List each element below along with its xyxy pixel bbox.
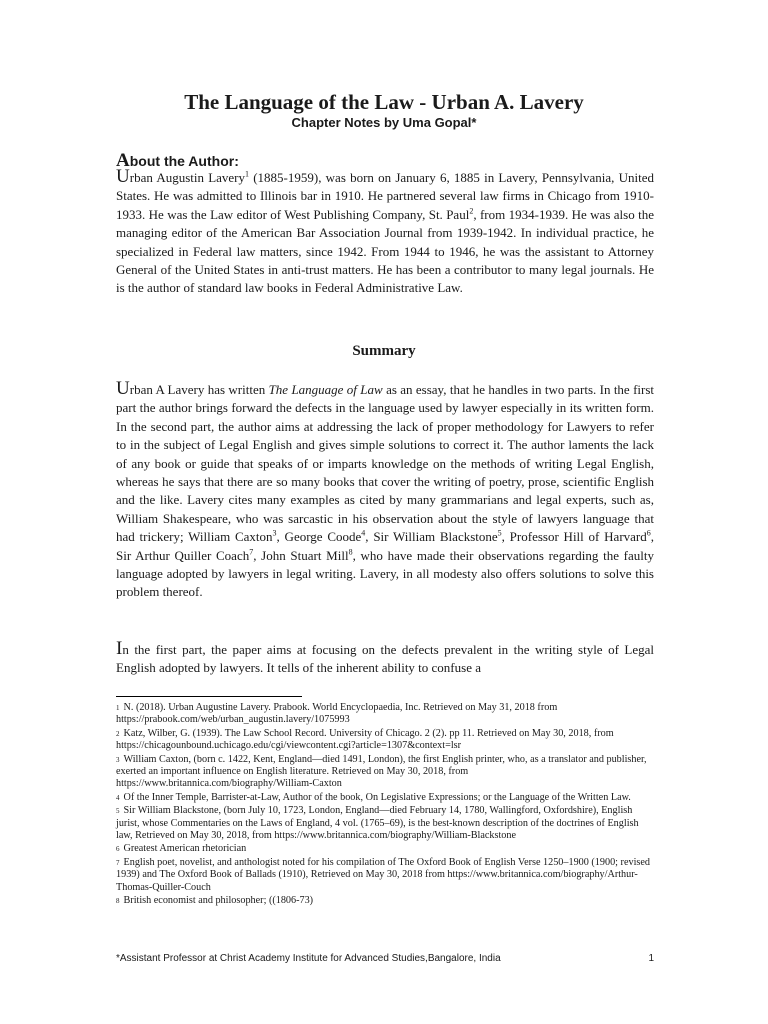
- about-author-paragraph: [116, 168, 654, 298]
- footnote-separator: [116, 696, 302, 697]
- footnote-ref-6: 6: [646, 528, 651, 538]
- footnote-ref-7: 7: [249, 547, 254, 557]
- about-heading-initial: A: [116, 150, 130, 171]
- about-heading-text: bout the Author:: [129, 153, 239, 169]
- summary-text-1: rban A Lavery has written: [129, 382, 269, 397]
- footnote-ref-3: 3: [272, 528, 277, 538]
- footnote-text: English poet, novelist, and anthologist noted for his compilation of The Oxford Book of English Verse 1250–1900 (1900; revised 1939) and The Oxford Book of Ballads (1910), Retrieved on May 30, 2018 from https://www.britannica.com/biography/Arthur-Thomas-Quiller-Couch: [116, 856, 650, 893]
- footnote-ref-8: 8: [348, 547, 353, 557]
- about-text-3: , from 1934-1939. He was also the managing editor of the American Bar Association Journal from 1939-1942. In individual practice, he specialized in Federal law matters, since 1942. From 1944 to 1946, he was the assistant to Attorney General of the United States in anti-trust matters. He has been a contributor to many legal journals. He is the author of standard law books in Federal Administrative Law.: [116, 206, 654, 296]
- footnote: [116, 754, 656, 791]
- footnote: [116, 857, 656, 894]
- about-text-2: (1885-1959), was born on January 6, 1885 in Lavery, Pennsylvania, United States. He was admitted to Illinois bar in 1910. He partnered several law firms in Chicago from 1910-1933. He was the Law editor of West Publishing Company, St. Paul: [116, 170, 654, 222]
- footnote-number: 3: [116, 755, 120, 764]
- footnote-number: 6: [116, 845, 120, 854]
- first-part-text: n the first part, the paper aims at focusing on the defects prevalent in the writing style of Legal English adopted by lawyers. It tells of the inherent ability to confuse a: [116, 642, 654, 676]
- footnote-ref-5: 5: [497, 528, 502, 538]
- summary-text-5: , Professor Hill of Harvard: [501, 529, 647, 545]
- summary-text-2: as an essay, that he handles in two parts. In the first part the author brings forward the defects in the language used by lawyer especially in its written form. In the second part, the author aims at addressing the lack of proper methodology for Lawyers to refer to in the subject of Legal English and gives simple solutions to correct it. The author laments the lack of any book or guide that speaks of or imparts knowledge on the methods of writing Legal English, whereas he says that there are so many books that cover the writing of poetry, prose, scientific English and the like. Lavery cites many examples as cited by many grammarians and legal experts, such as, William Shakespeare, who was sarcastic in his observation about the style of lawyers language that had trickery; William Caxton: [116, 382, 655, 545]
- footnote-text: N. (2018). Urban Augustine Lavery. Prabook. World Encyclopaedia, Inc. Retrieved on May 31, 2018 from https://prabook.com/web/urban_augustin.lavery/1075993: [116, 702, 558, 726]
- footnote-number: 2: [116, 729, 120, 738]
- document-subtitle: Chapter Notes by Uma Gopal*: [291, 115, 477, 130]
- footnote-number: 1: [116, 704, 120, 712]
- summary-text-3: , George Coode: [276, 529, 362, 545]
- footnote-number: 5: [116, 807, 120, 816]
- footnote-number: 7: [116, 858, 120, 867]
- footnote-ref-1: 1: [245, 169, 250, 179]
- about-initial: U: [116, 166, 130, 187]
- footnote-text: Greatest American rhetorician: [123, 843, 247, 855]
- summary-text-8: , who have made their observations regarding the faulty language adopted by lawyers in legal writing. Lavery, in all modesty also offers solutions to solve this problem thereof.: [116, 547, 654, 600]
- document-title: The Language of the Law - Urban A. Lavery: [184, 90, 584, 114]
- summary-initial: U: [116, 378, 130, 399]
- book-title: The Language of Law: [268, 382, 383, 397]
- footnote: [116, 792, 656, 804]
- footnote-ref-4: 4: [361, 528, 366, 538]
- footnote: [116, 728, 656, 753]
- footnote-number: 4: [116, 793, 120, 802]
- footnote: [116, 843, 656, 855]
- about-text-1: rban Augustin Lavery: [129, 170, 246, 185]
- footnote-number: 8: [116, 897, 120, 906]
- footnote-ref-2: 2: [469, 206, 474, 216]
- summary-text-7: , John Stuart Mill: [253, 547, 349, 563]
- summary-paragraph: [116, 380, 654, 602]
- footnote-text: Sir William Blackstone, (born July 10, 1723, London, England—died February 14, 1780, Wallingford, Oxfordshire), English jurist, whose Commentaries on the Laws of England, 4 vol. (1765–69), is the best-known description of the doctrines of English law, Retrieved on May 30, 2018, from https://www.britannica.com/biography/William-Blackstone: [116, 805, 639, 842]
- first-part-paragraph: [116, 640, 654, 678]
- footnote: [116, 702, 656, 727]
- footnote-text: Katz, Wilber, G. (1939). The Law School Record. University of Chicago. 2 (2). pp 11. Retrieved on May 30, 2018, from https://chicagounbound.uchicago.edu/cgi/viewcontent.cgi?article=1307&context=lsr: [116, 727, 614, 752]
- footnote: [116, 805, 656, 842]
- footnote-text: Of the Inner Temple, Barrister-at-Law, Author of the book, On Legislative Expressions; or the Language of the Written Law.: [123, 791, 631, 803]
- footnotes: [116, 702, 656, 909]
- footnote: [116, 895, 656, 907]
- summary-heading: Summary: [352, 343, 416, 359]
- footnote-text: British economist and philosopher; ((1806-73): [123, 895, 314, 907]
- first-part-initial: I: [116, 638, 123, 659]
- summary-text-6: , Sir Arthur Quiller Coach: [116, 529, 654, 563]
- page-number: 1: [648, 953, 654, 964]
- summary-text-4: , Sir William Blackstone: [365, 529, 498, 545]
- footnote-text: William Caxton, (born c. 1422, Kent, England—died 1491, London), the first English printer, who, as a translator and publisher, exerted an important influence on English literature. Retrieved on May 30, 2018, from https://www.britannica.com/biography/William-Caxton: [116, 753, 647, 790]
- author-affiliation-note: *Assistant Professor at Christ Academy Institute for Advanced Studies,Bangalore, India: [116, 953, 501, 964]
